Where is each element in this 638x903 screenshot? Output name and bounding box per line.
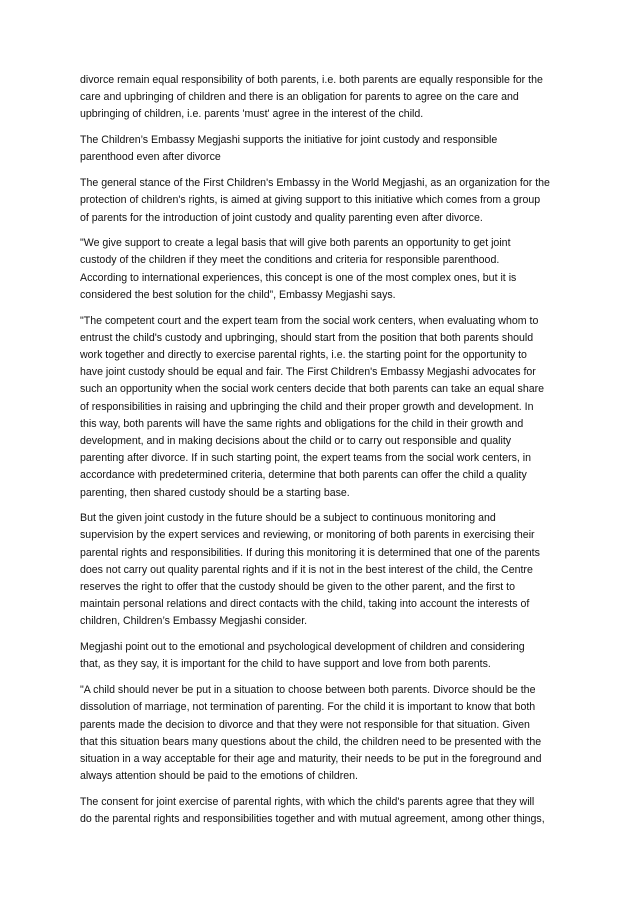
paragraph-7: [80, 639, 566, 673]
text-line: divorce remain equal responsibility of both parents, i.e. both parents are equally responsible for the: [80, 74, 543, 86]
paragraph-1: [80, 72, 566, 124]
text-line: parenthood even after divorce: [80, 151, 221, 164]
text-line: accordance with predetermined criteria, determine that both parents can offer the child a quality: [80, 469, 527, 482]
paragraph-4: [80, 235, 566, 304]
text-line: of parents for the introduction of joint custody and quality parenting even after divorce.: [80, 211, 483, 224]
text-line: The general stance of the First Children's Embassy in the World Megjashi, as an organization for the: [80, 177, 550, 190]
text-line: But the given joint custody in the future should be a subject to continuous monitoring and: [80, 512, 496, 525]
text-line: parental rights and responsibilities. If during this monitoring it is determined that one of the parents: [80, 546, 540, 559]
text-line: The consent for joint exercise of parental rights, with which the child's parents agree that they will: [80, 795, 535, 808]
text-line: parenting after divorce. If in such starting point, the expert teams from the social work centers, in: [80, 452, 532, 465]
text-line: According to international experiences, this concept is one of the most complex ones, but it is: [80, 271, 517, 284]
paragraph-2-heading: [80, 132, 566, 166]
paragraph-5: [80, 313, 566, 502]
paragraph-9: [80, 794, 566, 828]
text-line: reserves the right to offer that the custody should be given to the other parent, and the first to: [80, 581, 516, 594]
text-line: does not carry out quality parental rights and if it is not in the best interest of the child, the Centre: [80, 563, 533, 576]
text-line: this way, both parents will have the same rights and obligations for the child in their growth and: [80, 417, 524, 430]
text-line: considered the best solution for the child”, Embassy Megjashi says.: [80, 288, 396, 301]
text-line: protection of children's rights, is aimed at giving support to this initiative which comes from a group: [80, 194, 541, 207]
text-line: care and upbringing of children and there is an obligation for parents to agree on the care and: [80, 91, 519, 104]
text-line: upbringing of children, i.e. parents 'must' agree in the interest of the child.: [80, 108, 424, 121]
text-line: maintain personal relations and direct contacts with the child, taking into account the interests of: [80, 598, 530, 611]
text-line: parenting, then shared custody should be a starting base.: [80, 486, 350, 499]
text-line: that, as they say, it is important for the child to have support and love from both parents.: [80, 658, 491, 671]
paragraph-8: [80, 682, 566, 785]
text-line: entrust the child's custody and upbringing, should start from the position that both parents should: [80, 331, 534, 344]
text-line: The Children’s Embassy Megjashi supports the initiative for joint custody and responsible: [80, 134, 498, 147]
text-line: do the parental rights and responsibilities together and with mutual agreement, among other things,: [80, 813, 545, 826]
text-line: that this situation bears many questions about the child, the children need to be presented with the: [80, 735, 542, 748]
text-line: "A child should never be put in a situation to choose between both parents. Divorce should be the: [80, 684, 536, 697]
text-line: children, Children’s Embassy Megjashi consider.: [80, 615, 308, 628]
text-line: of responsibilities in raising and upbringing the child and their proper growth and development. In: [80, 400, 534, 413]
paragraph-3: [80, 175, 566, 227]
paragraph-6: [80, 510, 566, 630]
text-line: parents made the decision to divorce and that they were not responsible for that situation. Given: [80, 718, 530, 731]
text-line: work together and directly to exercise parental rights, i.e. the starting point for the opportunity to: [80, 349, 527, 361]
text-line: have joint custody should be equal and fair. The First Children's Embassy Megjashi advocates for: [80, 366, 536, 379]
text-line: situation in a way acceptable for their age and maturity, their needs to be put in the foreground and: [80, 752, 542, 765]
text-line: custody of the children if they meet the conditions and criteria for responsible parenthood.: [80, 254, 500, 267]
document-page: [80, 72, 566, 837]
text-line: "We give support to create a legal basis that will give both parents an opportunity to get joint: [80, 237, 511, 250]
text-line: Megjashi point out to the emotional and psychological development of children and considering: [80, 641, 525, 654]
text-line: always attention should be paid to the emotions of children.: [80, 770, 358, 783]
text-line: such an opportunity when the social work centers decide that both parents can take an equal share: [80, 383, 545, 396]
text-line: supervision by the expert services and reviewing, or monitoring of both parents in exercising their: [80, 529, 535, 542]
text-line: development, and in making decisions about the child or to carry out responsible and quality: [80, 434, 512, 447]
text-line: "The competent court and the expert team from the social work centers, when evaluating whom to: [80, 314, 539, 327]
text-line: dissolution of marriage, not termination of parenting. For the child it is important to know that both: [80, 701, 536, 714]
